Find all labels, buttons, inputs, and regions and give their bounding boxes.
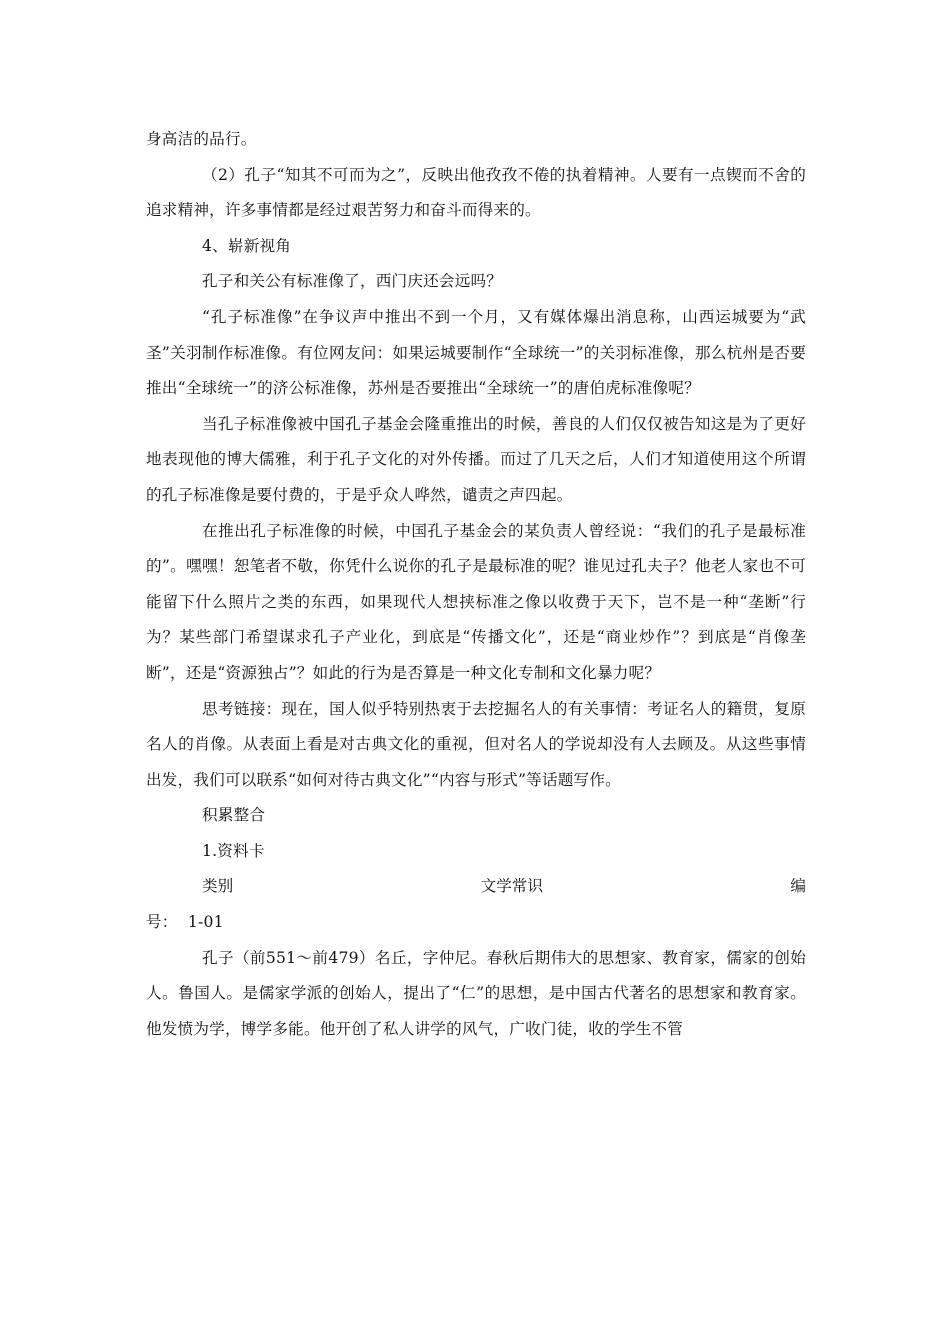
category-value: 文学常识 <box>480 877 543 896</box>
paragraph-confucius-spirit: （2）孔子“知其不可而为之”，反映出他孜孜不倦的执着精神。人要有一点锲而不舍的追求精神，许多事情都是经过艰苦努力和奋斗而得来的。 <box>146 165 806 220</box>
number-label-end: 号： <box>146 913 178 932</box>
paragraph-confucius-bio: 孔子（前551～前479）名丘，字仲尼。春秋后期伟大的思想家、教育家，儒家的创始人。鲁国人。是儒家学派的创始人，提出了“仁”的思想，是中国古代著名的思想家和教育家。他发愤为学，博学多能。他开创了私人讲学的风气，广收门徒，收的学生不管 <box>146 948 806 1038</box>
number-label-start: 编 <box>790 877 806 896</box>
article-title: 孔子和关公有标准像了，西门庆还会远吗？ <box>202 272 503 291</box>
info-card-number-row <box>146 905 806 941</box>
info-card-header-row <box>146 869 806 905</box>
section-heading-accumulation: 积累整合 <box>202 806 266 825</box>
paragraph-continuation: 身高洁的品行。 <box>146 130 257 148</box>
number-value: 1-01 <box>187 913 224 932</box>
category-label: 类别 <box>202 877 234 896</box>
document-body <box>146 122 806 1047</box>
paragraph-thinking-link: 思考链接：现在，国人似乎特别热衷于去挖掘名人的有关事情：考证名人的籍贯，复原名人的肖像。从表面上看是对古典文化的重视，但对名人的学说却没有人去顾及。从这些事情出发，我们可以联系“如何对待古典文化”“内容与形式”等话题写作。 <box>146 699 806 789</box>
paragraph-criticism: 在推出孔子标准像的时候，中国孔子基金会的某负责人曾经说：“我们的孔子是最标准的”。嘿嘿！恕笔者不敬，你凭什么说你的孔子是最标准的呢？谁见过孔夫子？他老人家也不可能留下什么照片之类的东西，如果现代人想挟标准之像以收费于天下，岂不是一种“垄断”行为？某些部门希望谋求孔子产业化，到底是“传播文化”，还是“商业炒作”？到底是“肖像垄断”，还是“资源独占”？如此的行为是否算是一种文化专制和文化暴力呢？ <box>146 521 806 682</box>
subheading-info-card: 1.资料卡 <box>202 841 265 860</box>
paragraph-foundation-launch: 当孔子标准像被中国孔子基金会隆重推出的时候，善良的人们仅仅被告知这是为了更好地表现他的博大儒雅，利于孔子文化的对外传播。而过了几天之后，人们才知道使用这个所谓的孔子标准像是要付费的，于是乎众人哗然，谴责之声四起。 <box>146 414 806 504</box>
paragraph-standard-portrait: “孔子标准像”在争议声中推出不到一个月，又有媒体爆出消息称，山西运城要为“武圣”关羽制作标准像。有位网友问：如果运城要制作“全球统一”的关羽标准像，那么杭州是否要推出“全球统一”的济公标准像，苏州是否要推出“全球统一”的唐伯虎标准像呢？ <box>146 307 806 398</box>
section-heading-new-perspective: 4、崭新视角 <box>202 236 292 255</box>
